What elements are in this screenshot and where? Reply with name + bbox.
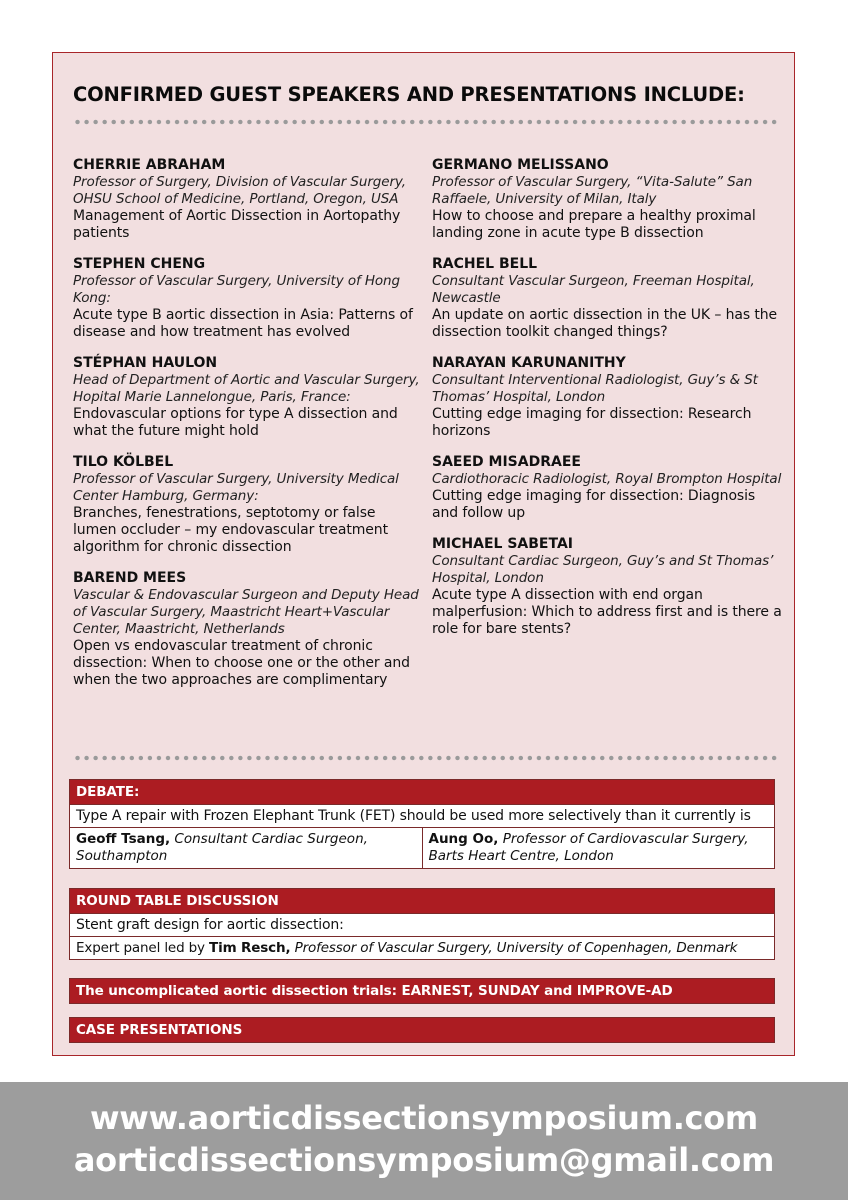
speaker-role: Professor of Surgery, Division of Vascular Surgery, OHSU School of Medicine, Portland, Oregon, USA [73,174,406,207]
program-panel [52,52,795,1056]
speaker-name: CHERRIE ABRAHAM [73,157,226,173]
speaker-name: TILO KÖLBEL [73,454,174,470]
participant-role: Professor of Cardiovascular Surgery, Barts Heart Centre, London [428,831,749,864]
speaker-role: Professor of Vascular Surgery, University of Hong Kong: [73,273,400,306]
presentation-title: Management of Aortic Dissection in Aortopathy patients [73,208,401,241]
speaker-name: BAREND MEES [73,570,187,586]
debate-participant [70,828,422,868]
footer-banner [0,1082,848,1200]
presentation-title: Acute type A dissection with end organ malperfusion: Which to address first and is there a role for bare stents? [432,587,782,637]
speaker-role: Cardiothoracic Radiologist, Royal Brompton Hospital [432,471,782,487]
speakers-column-right [432,157,782,652]
speaker-entry [73,454,423,556]
speaker-entry [432,355,782,440]
debate-participant [422,828,775,868]
speaker-role: Consultant Interventional Radiologist, Guy’s & St Thomas’ Hospital, London [432,372,758,405]
section-heading: CONFIRMED GUEST SPEAKERS AND PRESENTATIONS INCLUDE: [73,83,745,106]
debate-motion: Type A repair with Frozen Elephant Trunk (FET) should be used more selectively than it currently is [70,804,774,827]
debate-title: DEBATE: [70,780,774,804]
speaker-role: Consultant Cardiac Surgeon, Guy’s and St Thomas’ Hospital, London [432,553,774,586]
speaker-name: MICHAEL SABETAI [432,536,573,552]
speaker-name: NARAYAN KARUNANITHY [432,355,626,371]
participant-name: Geoff Tsang, [76,831,171,847]
speaker-entry [73,355,423,440]
speaker-role: Consultant Vascular Surgeon, Freeman Hospital, Newcastle [432,273,755,306]
speaker-name: RACHEL BELL [432,256,538,272]
speaker-entry [73,570,423,689]
panel-leader-role: Professor of Vascular Surgery, University of Copenhagen, Denmark [290,940,738,956]
trials-title: The uncomplicated aortic dissection trials: EARNEST, SUNDAY and IMPROVE-AD [70,979,774,1003]
presentation-title: Branches, fenestrations, septotomy or false lumen occluder – my endovascular treatment algorithm for chronic dissection [73,505,388,555]
speaker-name: STEPHEN CHENG [73,256,206,272]
presentation-title: How to choose and prepare a healthy proximal landing zone in acute type B dissection [432,208,756,241]
presentation-title: Cutting edge imaging for dissection: Diagnosis and follow up [432,488,756,521]
speaker-role: Head of Department of Aortic and Vascular Surgery, Hopital Marie Lannelongue, Paris, France: [73,372,420,405]
speaker-role: Vascular & Endovascular Surgeon and Deputy Head of Vascular Surgery, Maastricht Heart+Vascular Center, Maastricht, Netherlands [73,587,419,637]
panel-leader-name: Tim Resch, [209,940,291,956]
panel-prefix: Expert panel led by [76,940,210,956]
speaker-entry [73,157,423,242]
speaker-entry [432,256,782,341]
round-table-title: ROUND TABLE DISCUSSION [70,889,774,913]
speaker-name: SAEED MISADRAEE [432,454,581,470]
debate-box [69,779,775,869]
case-presentations-box [69,1017,775,1043]
speaker-entry [432,157,782,242]
case-presentations-title: CASE PRESENTATIONS [70,1018,774,1042]
round-table-panel [70,936,774,959]
speaker-name: STÉPHAN HAULON [73,355,218,371]
participant-name: Aung Oo, [428,831,499,847]
speaker-role: Professor of Vascular Surgery, University Medical Center Hamburg, Germany: [73,471,399,504]
speaker-name: GERMANO MELISSANO [432,157,609,173]
round-table-box [69,888,775,960]
speaker-role: Professor of Vascular Surgery, “Vita-Salute” San Raffaele, University of Milan, Italy [432,174,753,207]
email-link[interactable]: aorticdissectionsymposium@gmail.com [73,1141,775,1179]
presentation-title: Cutting edge imaging for dissection: Research horizons [432,406,752,439]
presentation-title: Open vs endovascular treatment of chronic dissection: When to choose one or the other and when the two approaches are complimentary [73,638,410,688]
presentation-title: Endovascular options for type A dissection and what the future might hold [73,406,398,439]
website-link[interactable]: www.aorticdissectionsymposium.com [90,1099,758,1137]
presentation-title: Acute type B aortic dissection in Asia: Patterns of disease and how treatment has evolved [73,307,413,340]
debate-participants [70,827,774,868]
round-table-topic: Stent graft design for aortic dissection: [70,913,774,936]
dotted-divider-bottom [73,755,778,761]
dotted-divider-top [73,119,778,125]
speaker-entry [432,536,782,638]
presentation-title: An update on aortic dissection in the UK – has the dissection toolkit changed things? [432,307,778,340]
trials-box [69,978,775,1004]
speaker-entry [432,454,782,522]
speaker-entry [73,256,423,341]
participant-role: Consultant Cardiac Surgeon, Southampton [76,831,368,864]
speakers-column-left [73,157,423,703]
